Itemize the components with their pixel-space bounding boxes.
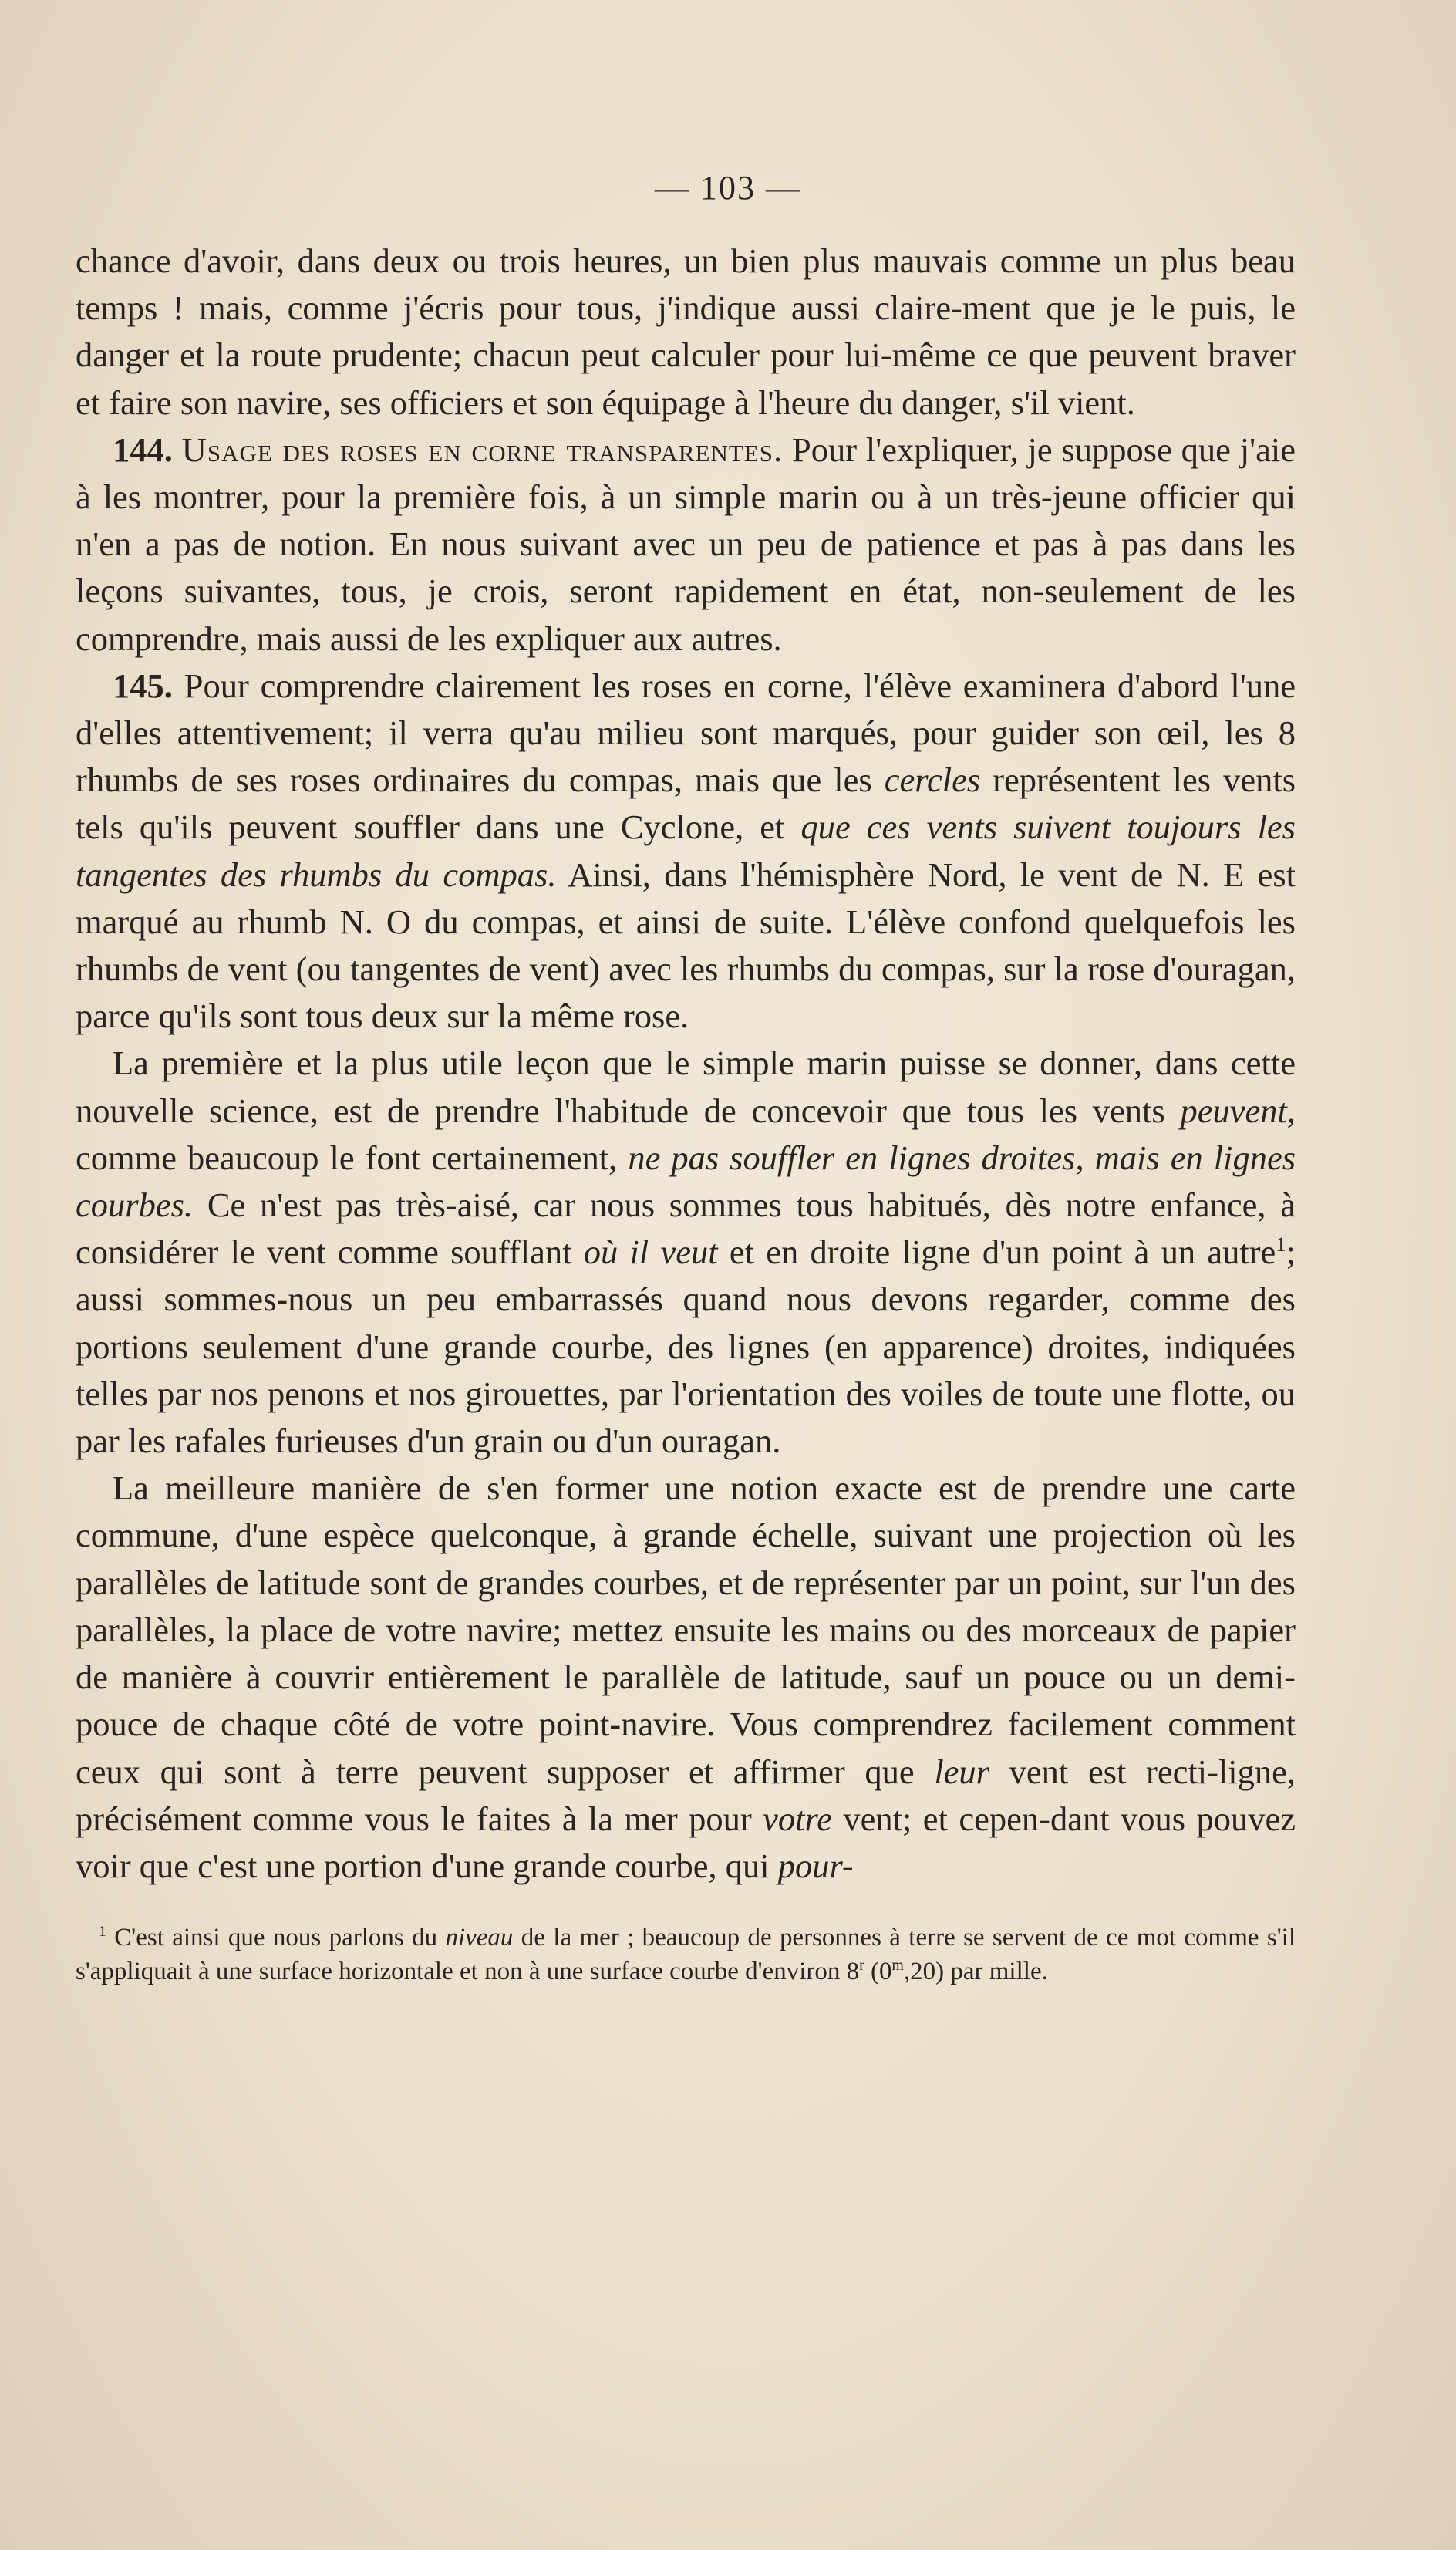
paragraph-lesson [76, 1040, 1296, 1465]
emphasis-text: où il veut [583, 1233, 718, 1272]
paragraph-text: Pour l'expliquer, je suppose que j'aie à les montrer, pour la première fois, à un simple marin ou à un très-jeune officier qui n'en a pas de notion. En nous suivant avec un peu de patience et pas à pas dans les leçons suivantes, tous, je crois, seront rapidement en état, non-seulement de les comprendre, mais aussi de les expliquer aux autres. [76, 430, 1296, 658]
emphasis-text: peuvent, [1180, 1091, 1296, 1130]
emphasis-text: leur [934, 1752, 989, 1791]
section-title: Usage des roses en corne transparentes. [181, 430, 784, 469]
emphasis-text: cercles [884, 761, 981, 800]
paragraph-text: chance d'avoir, dans deux ou trois heures, un bien plus mauvais comme un plus beau temps ! mais, comme j'écris pour tous, j'indique aussi claire-ment que je le puis, le danger et la route prudente; chacun peut calculer pour lui-même ce que peuvent braver et faire son navire, ses officiers et son équipage à l'heure du danger, s'il vient. [76, 241, 1296, 422]
paragraph-text: comme beaucoup le font certainement, [76, 1138, 618, 1177]
paragraph-text: Ce n'est pas très-aisé, car nous sommes tous habitués, dès notre enfance, à considérer le vent comme soufflant [76, 1186, 1296, 1272]
superscript: r [859, 1957, 865, 1974]
emphasis-text: niveau [445, 1924, 514, 1951]
emphasis-text: que ces vents suivent toujours les tangentes des rhumbs du compas. [76, 808, 1296, 894]
footnote-segment: ,20) par mille. [903, 1958, 1048, 1985]
paragraph-text: et en droite ligne d'un point à un autre [729, 1233, 1276, 1272]
footnote [76, 1921, 1296, 1988]
paragraph-144 [76, 427, 1296, 663]
footnote-text [76, 1921, 1296, 1988]
body-text [76, 238, 1296, 1890]
paragraph-text: Pour comprendre clairement les roses en corne, l'élève examinera d'abord l'une d'elles attentivement; il verra qu'au milieu sont marqués, pour guider son œil, les 8 rhumbs de ses roses ordinaires du compas, mais que les [76, 666, 1296, 800]
footnote-segment: de la mer ; beaucoup de personnes à terre se servent de ce mot comme s'il s'appliquait à une surface horizontale et non à une surface courbe d'environ 8 [76, 1924, 1296, 1985]
paragraph-text: vent; et cepen-dant vous pouvez voir que c'est une portion d'une grande courbe, qui [76, 1799, 1296, 1885]
paragraph-text: La première et la plus utile leçon que le simple marin puisse se donner, dans cette nouvelle science, est de prendre l'habitude de concevoir que tous les vents [76, 1044, 1296, 1130]
paragraph-text: La meilleure manière de s'en former une notion exacte est de prendre une carte commune, d'une espèce quelconque, à grande échelle, suivant une projection où les parallèles de latitude sont de grandes courbes, et de représenter par un point, sur l'un des parallèles, la place de votre navire; mettez ensuite les mains ou des morceaux de papier de manière à couvrir entièrement le parallèle de latitude, sauf un pouce ou un demi-pouce de chaque côté de votre point-navire. Vous comprendrez facilement comment ceux qui sont à terre peuvent supposer et affirmer que [76, 1469, 1296, 1791]
emphasis-text: ne pas souffler en lignes droites, mais en lignes courbes. [76, 1138, 1296, 1225]
emphasis-text: votre [763, 1799, 832, 1838]
footnote-segment: (0 [864, 1958, 892, 1985]
paragraph-text: ; aussi sommes-nous un peu embarrassés quand nous devons regarder, comme des portions seulement d'une grande courbe, des lignes (en apparence) droites, indiquées telles par nos penons et nos girouettes, par l'orientation des voiles de toute une flotte, ou par les rafales furieuses d'un grain ou d'un ouragan. [76, 1233, 1296, 1461]
paragraph-method [76, 1465, 1296, 1890]
footnote-segment: C'est ainsi que nous parlons du [114, 1924, 438, 1951]
page-number: — 103 — [655, 169, 801, 207]
paragraph-145 [76, 663, 1296, 1041]
section-number: 144. [113, 430, 173, 469]
section-number: 145. [113, 666, 173, 705]
superscript: m [891, 1957, 904, 1974]
emphasis-text: pour- [777, 1846, 854, 1885]
paragraph-text: représentent les vents tels qu'ils peuvent souffler dans une Cyclone, et [76, 761, 1296, 847]
footnote-ref: 1 [1276, 1233, 1286, 1256]
footnote-marker: 1 [99, 1923, 106, 1940]
paragraph-text: Ainsi, dans l'hémisphère Nord, le vent de N. E est marqué au rhumb N. O du compas, et ainsi de suite. L'élève confond quelquefois les rhumbs de vent (ou tangentes de vent) avec les rhumbs du compas, sur la rose d'ouragan, parce qu'ils sont tous deux sur la même rose. [76, 855, 1296, 1036]
paragraph-text: vent est recti-ligne, précisément comme vous le faites à la mer pour [76, 1752, 1296, 1838]
paragraph-continuation [76, 238, 1296, 427]
